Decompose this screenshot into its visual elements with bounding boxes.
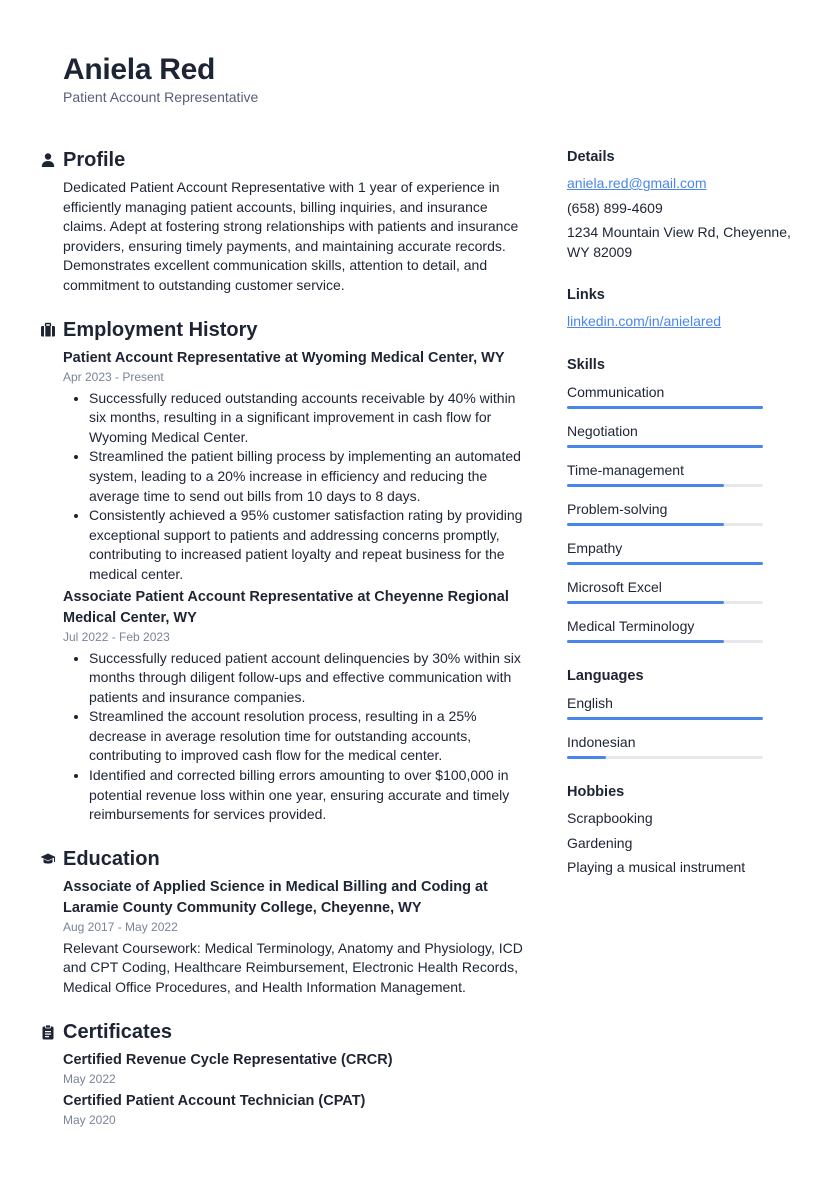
job-bullets	[63, 389, 525, 585]
skill-label: Time-management	[567, 461, 684, 478]
skill-label: Communication	[567, 383, 665, 400]
language-item	[567, 693, 792, 720]
job-title: Patient Account Representative at Wyoming Medical Center, WY	[63, 349, 505, 366]
language-bar-fill	[567, 717, 763, 720]
education-heading: Education	[63, 847, 160, 870]
skill-bar-fill	[567, 640, 724, 643]
job-bullet: • Successfully reduced patient account delinquencies by 30% within six months through diligent follow-ups and effective communication with patients and insurance companies.	[89, 649, 525, 708]
skill-label: Microsoft Excel	[567, 578, 662, 595]
skill-bar-fill	[567, 406, 763, 409]
language-label: Indonesian	[567, 733, 636, 750]
skill-label: Empathy	[567, 539, 623, 556]
job-bullet: • Consistently achieved a 95% customer satisfaction rating by providing exceptional support to patients and addressing concerns promptly, contributing to increased patient loyalty and repeat business for the medical center.	[89, 506, 525, 584]
skill-bar-fill	[567, 523, 724, 526]
hobby-item: Gardening	[567, 834, 633, 851]
skill-label: Negotiation	[567, 422, 638, 439]
graduation-cap-icon	[40, 851, 56, 867]
employment-section	[40, 316, 525, 825]
main-column	[40, 146, 525, 1149]
hobby-item: Scrapbooking	[567, 809, 653, 826]
hobbies-section	[567, 781, 792, 878]
education-entry	[40, 877, 525, 998]
skill-bar-fill	[567, 562, 763, 565]
address: 1234 Mountain View Rd, Cheyenne, WY 82009	[567, 224, 791, 260]
skills-heading: Skills	[567, 356, 605, 373]
certificate-entry	[40, 1050, 525, 1088]
skill-item	[567, 382, 792, 409]
skill-bar	[567, 523, 763, 526]
skill-bar-fill	[567, 484, 724, 487]
certificates-heading: Certificates	[63, 1020, 172, 1043]
profile-heading: Profile	[63, 149, 126, 171]
skill-bar-fill	[567, 601, 724, 604]
skill-bar-fill	[567, 445, 763, 448]
job-bullet: • Streamlined the account resolution process, resulting in a 25% decrease in average resolution time for outstanding accounts, contributing to improved cash flow for the medical center.	[89, 707, 525, 766]
language-item	[567, 732, 792, 759]
degree-title: Associate of Applied Science in Medical Billing and Coding at Laramie County Community College, Cheyenne, WY	[63, 878, 488, 916]
job-title: Associate Patient Account Representative at Cheyenne Regional Medical Center, WY	[63, 588, 509, 626]
profile-section	[40, 146, 525, 296]
candidate-name: Aniela Red	[63, 53, 216, 86]
language-bar	[567, 756, 763, 759]
hobby-item: Playing a musical instrument	[567, 859, 746, 876]
links-heading: Links	[567, 287, 605, 304]
education-section	[40, 845, 525, 998]
skill-bar	[567, 406, 763, 409]
skill-bar	[567, 601, 763, 604]
details-heading: Details	[567, 149, 615, 165]
skill-bar	[567, 445, 763, 448]
employment-heading: Employment History	[63, 318, 258, 341]
hobbies-heading: Hobbies	[567, 783, 625, 800]
skills-section	[567, 354, 792, 643]
skill-item	[567, 460, 792, 487]
skill-item	[567, 499, 792, 526]
skill-label: Problem-solving	[567, 500, 668, 517]
certificate-entry	[40, 1091, 525, 1129]
language-bar	[567, 717, 763, 720]
user-icon	[40, 152, 56, 168]
email-link[interactable]: aniela.red@gmail.com	[567, 175, 707, 191]
skill-bar	[567, 484, 763, 487]
certificates-section	[40, 1018, 525, 1129]
candidate-title: Patient Account Representative	[63, 89, 259, 105]
certificate-date: May 2020	[63, 1112, 116, 1127]
languages-section	[567, 665, 792, 759]
links-section	[567, 284, 792, 332]
skill-item	[567, 577, 792, 604]
job-entry	[40, 348, 525, 585]
job-entry	[40, 587, 525, 825]
details-section	[567, 146, 792, 262]
language-label: English	[567, 694, 613, 711]
linkedin-link[interactable]: linkedin.com/in/anielared	[567, 313, 722, 330]
certificate-name: Certified Patient Account Technician (CPAT)	[63, 1092, 366, 1109]
job-bullet: • Identified and corrected billing errors amounting to over $100,000 in potential revenue loss within one year, ensuring accurate and timely reimbursements for services provided.	[89, 766, 525, 825]
job-bullet: • Successfully reduced outstanding accounts receivable by 40% within six months, resulting in a significant improvement in cash flow for Wyoming Medical Center.	[89, 389, 525, 448]
sidebar-column	[567, 146, 792, 900]
job-date: Jul 2022 - Feb 2023	[63, 629, 170, 644]
job-bullet: • Streamlined the patient billing process by implementing an automated system, leading to a 20% increase in efficiency and reducing the average time to send out bills from 10 days to 8 days.	[89, 447, 525, 506]
skill-item	[567, 538, 792, 565]
certificate-date: May 2022	[63, 1071, 116, 1086]
education-date: Aug 2017 - May 2022	[63, 919, 178, 934]
job-bullets	[63, 649, 525, 825]
job-date: Apr 2023 - Present	[63, 369, 164, 384]
resume-header	[63, 52, 258, 106]
skill-label: Medical Terminology	[567, 617, 695, 634]
skill-bar	[567, 562, 763, 565]
clipboard-icon	[40, 1024, 56, 1040]
skill-item	[567, 616, 792, 643]
skill-bar	[567, 640, 763, 643]
certificate-name: Certified Revenue Cycle Representative (CRCR)	[63, 1051, 393, 1068]
skill-item	[567, 421, 792, 448]
languages-heading: Languages	[567, 667, 644, 684]
language-bar-fill	[567, 756, 606, 759]
briefcase-icon	[40, 322, 56, 338]
coursework-text: Relevant Coursework: Medical Terminology, Anatomy and Physiology, ICD and CPT Coding, Healthcare Reimbursement, Electronic Health Records, Medical Office Procedures, and Health Information Management.	[63, 939, 523, 996]
profile-text: Dedicated Patient Account Representative with 1 year of experience in efficiently managing patient accounts, billing inquiries, and insurance claims. Adept at fostering strong relationships with patients and insurance providers, ensuring timely payments, and maintaining accurate records. Demonstrates excellent communication skills, attention to detail, and commitment to outstanding customer service.	[63, 179, 519, 293]
phone-number: (658) 899-4609	[567, 199, 663, 216]
